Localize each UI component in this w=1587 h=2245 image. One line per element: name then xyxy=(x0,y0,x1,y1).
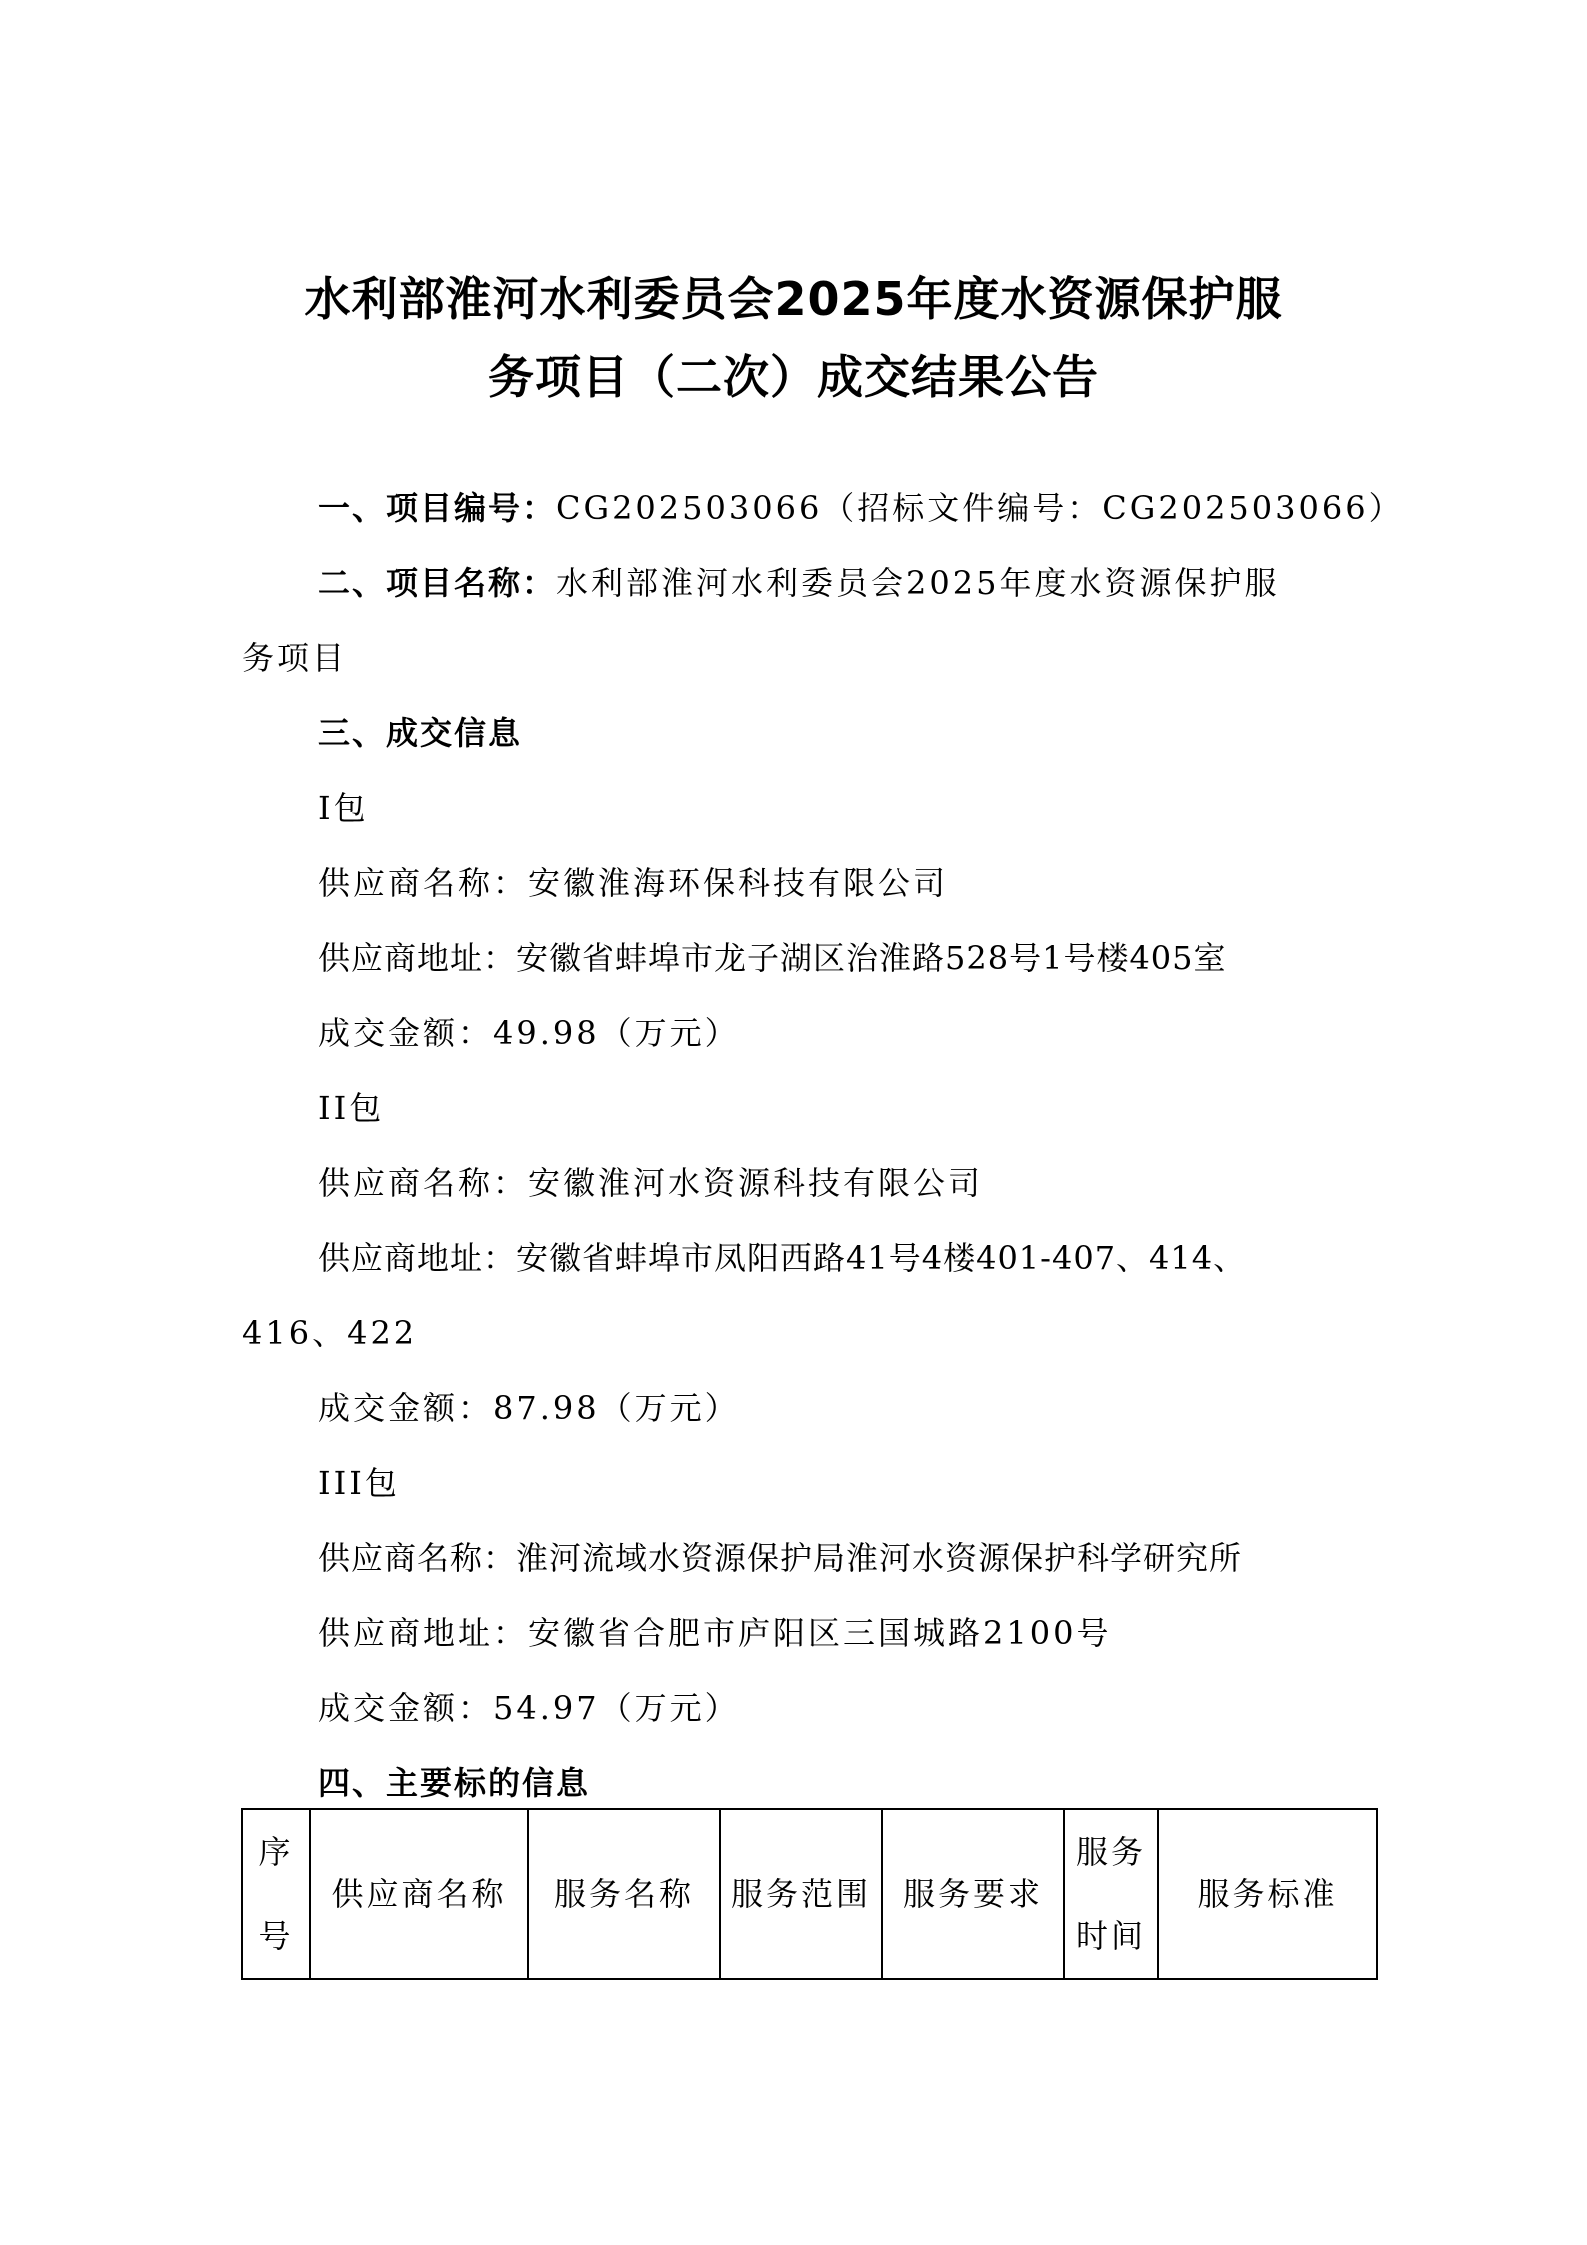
main-subject-heading: 四、主要标的信息 xyxy=(318,1764,591,1802)
project-name-value-line-1: 水利部淮河水利委员会2025年度水资源保护服 xyxy=(556,564,1280,602)
page-title-line-2: 务项目（二次）成交结果公告 xyxy=(488,350,1099,404)
package-3-supplier-address: 供应商地址：安徽省合肥市庐阳区三国城路2100号 xyxy=(318,1614,1112,1652)
package-3-title: III包 xyxy=(318,1464,400,1502)
header-supplier-name: 供应商名称 xyxy=(310,1809,528,1979)
header-service-name: 服务名称 xyxy=(528,1809,720,1979)
package-1-supplier-address: 供应商地址：安徽省蚌埠市龙子湖区治淮路528号1号楼405室 xyxy=(318,939,1227,977)
package-2-supplier-address-line-2: 416、422 xyxy=(242,1314,418,1352)
project-number xyxy=(318,488,1404,528)
package-2-supplier-address-line-1: 供应商地址：安徽省蚌埠市凤阳西路41号4楼401-407、414、 xyxy=(318,1239,1247,1277)
project-name-value-line-2: 务项目 xyxy=(242,639,348,677)
package-2-amount: 成交金额：87.98（万元） xyxy=(318,1389,740,1427)
project-number-label: 一、项目编号： xyxy=(318,489,557,527)
project-name-label: 二、项目名称： xyxy=(318,564,557,602)
package-3-amount: 成交金额：54.97（万元） xyxy=(318,1689,740,1727)
header-no xyxy=(242,1809,310,1979)
page-title-line-1: 水利部淮河水利委员会2025年度水资源保护服 xyxy=(304,272,1283,326)
table-header-row xyxy=(242,1809,1377,1979)
project-number-value: CG202503066（招标文件编号：CG202503066） xyxy=(556,489,1404,527)
deal-info-heading: 三、成交信息 xyxy=(318,714,523,752)
subject-info-table xyxy=(241,1808,1378,1980)
header-service-standard: 服务标准 xyxy=(1158,1809,1377,1979)
header-service-time xyxy=(1064,1809,1158,1979)
package-2-title: II包 xyxy=(318,1089,385,1127)
project-name xyxy=(318,563,1279,603)
header-service-scope: 服务范围 xyxy=(720,1809,882,1979)
header-service-requirement: 服务要求 xyxy=(882,1809,1064,1979)
package-3-supplier-name: 供应商名称：淮河流域水资源保护局淮河水资源保护科学研究所 xyxy=(318,1539,1243,1577)
header-no-top: 序 xyxy=(258,1833,294,1871)
header-service-time-top: 服务 xyxy=(1075,1833,1146,1871)
package-1-amount: 成交金额：49.98（万元） xyxy=(318,1014,740,1052)
package-1-supplier-name: 供应商名称：安徽淮海环保科技有限公司 xyxy=(318,864,949,902)
header-service-time-bottom: 时间 xyxy=(1075,1917,1146,1955)
package-2-supplier-name: 供应商名称：安徽淮河水资源科技有限公司 xyxy=(318,1164,984,1202)
header-no-bottom: 号 xyxy=(258,1917,294,1955)
package-1-title: I包 xyxy=(318,789,369,827)
